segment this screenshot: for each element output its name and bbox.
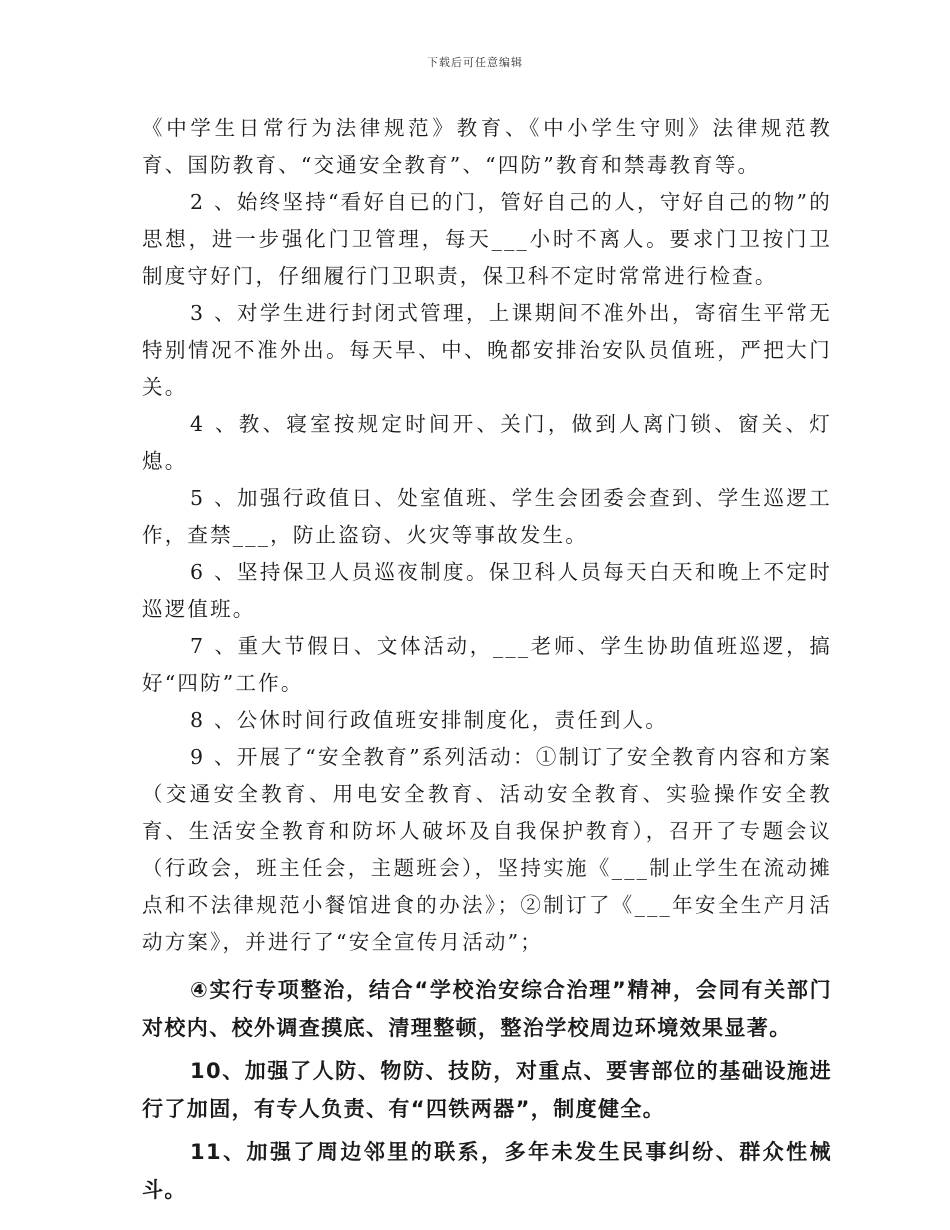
paragraph-special-rectification: ④实行专项整治，结合“学校治安综合治理”精神，会同有关部门对校内、校外调查摸底、清理整顿，整治学校周边环境效果显著。 — [142, 978, 832, 1040]
paragraph-item-8: 8 、公休时间行政值班安排制度化，责任到人。 — [190, 708, 668, 732]
paragraph-item-10: 10、加强了人防、物防、技防，对重点、要害部位的基础设施进行了加固，有专人负责、有“四铁两器”，制度健全。 — [142, 1059, 832, 1121]
document-body — [142, 110, 832, 1209]
paragraph-item-9: 9 、开展了“安全教育”系列活动：①制订了安全教育内容和方案（交通安全教育、用电安全教育、活动安全教育、实验操作安全教育、生活安全教育和防坏人破坏及自我保护教育），召开了专题会议（行政会，班主任会，主题班会），坚持实施《___制止学生在流动摊点和不法律规范小餐馆进食的办法》；②制订了《___年安全生产月活动方案》，并进行了“安全宣传月活动”； — [142, 745, 832, 954]
paragraph-education-list: 《中学生日常行为法律规范》教育、《中小学生守则》法律规范教育、国防教育、“交通安全教育”、“四防”教育和禁毒教育等。 — [142, 116, 832, 177]
paragraph-item-11: 11、加强了周边邻里的联系，多年未发生民事纠纷、群众性械斗。 — [142, 1140, 832, 1202]
paragraph-item-5: 5 、加强行政值日、处室值班、学生会团委会查到、学生巡逻工作，查禁___，防止盗窃、火灾等事故发生。 — [142, 486, 832, 547]
paragraph-item-4: 4 、教、寝室按规定时间开、关门，做到人离门锁、窗关、灯熄。 — [142, 412, 832, 473]
paragraph-item-3: 3 、对学生进行封闭式管理，上课期间不准外出，寄宿生平常无特别情况不准外出。每天早、中、晚都安排治安队员值班，严把大门关。 — [142, 301, 832, 399]
paragraph-item-2: 2 、始终坚持“看好自已的门，管好自己的人，守好自己的物”的思想，进一步强化门卫管理，每天___小时不离人。要求门卫按门卫制度守好门，仔细履行门卫职责，保卫科不定时常常进行检查。 — [142, 190, 832, 288]
page-header: 下载后可任意编辑 — [427, 56, 523, 69]
paragraph-item-6: 6 、坚持保卫人员巡夜制度。保卫科人员每天白天和晚上不定时巡逻值班。 — [142, 560, 832, 621]
paragraph-item-7: 7 、重大节假日、文体活动，___老师、学生协助值班巡逻，搞好“四防”工作。 — [142, 634, 832, 695]
